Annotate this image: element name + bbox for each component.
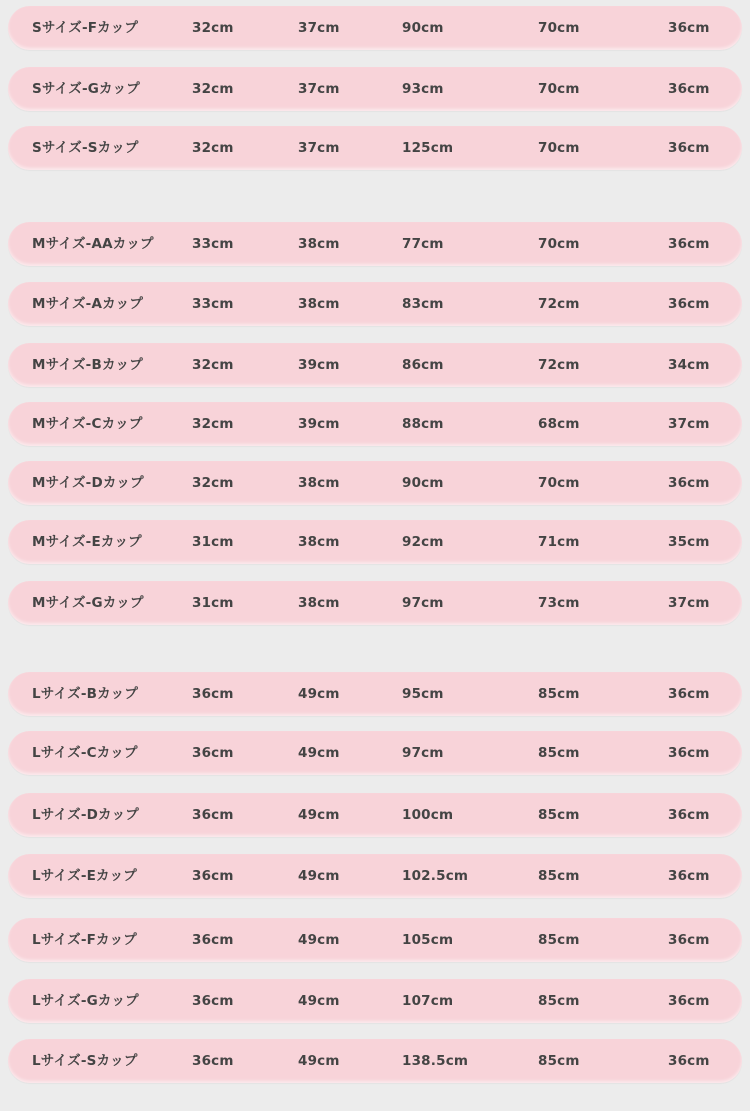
measurement-1: 36cm bbox=[192, 807, 234, 823]
measurement-4: 85cm bbox=[538, 932, 580, 948]
measurement-5: 34cm bbox=[668, 357, 710, 373]
size-row bbox=[8, 854, 742, 898]
measurement-4: 85cm bbox=[538, 868, 580, 884]
measurement-2: 49cm bbox=[298, 932, 340, 948]
measurement-1: 32cm bbox=[192, 140, 234, 156]
measurement-5: 36cm bbox=[668, 686, 710, 702]
measurement-4: 70cm bbox=[538, 475, 580, 491]
size-label: Lサイズ-Cカップ bbox=[32, 745, 138, 761]
measurement-5: 36cm bbox=[668, 475, 710, 491]
measurement-4: 85cm bbox=[538, 1053, 580, 1069]
size-row bbox=[8, 793, 742, 837]
size-row bbox=[8, 402, 742, 446]
measurement-1: 36cm bbox=[192, 745, 234, 761]
size-row bbox=[8, 343, 742, 387]
size-row bbox=[8, 918, 742, 962]
measurement-2: 38cm bbox=[298, 534, 340, 550]
size-label: Lサイズ-Gカップ bbox=[32, 993, 139, 1009]
size-label: Mサイズ-Aカップ bbox=[32, 296, 144, 312]
measurement-1: 33cm bbox=[192, 296, 234, 312]
size-row bbox=[8, 6, 742, 50]
measurement-3: 88cm bbox=[402, 416, 444, 432]
size-label: Mサイズ-Bカップ bbox=[32, 357, 143, 373]
size-label: Mサイズ-Dカップ bbox=[32, 475, 144, 491]
measurement-5: 36cm bbox=[668, 296, 710, 312]
measurement-3: 77cm bbox=[402, 236, 444, 252]
measurement-5: 36cm bbox=[668, 81, 710, 97]
measurement-2: 49cm bbox=[298, 1053, 340, 1069]
size-label: Lサイズ-Dカップ bbox=[32, 807, 139, 823]
measurement-5: 36cm bbox=[668, 236, 710, 252]
measurement-2: 37cm bbox=[298, 140, 340, 156]
measurement-3: 97cm bbox=[402, 595, 444, 611]
size-label: Mサイズ-Eカップ bbox=[32, 534, 142, 550]
size-row bbox=[8, 67, 742, 111]
measurement-3: 138.5cm bbox=[402, 1053, 469, 1069]
measurement-1: 36cm bbox=[192, 993, 234, 1009]
measurement-3: 86cm bbox=[402, 357, 444, 373]
measurement-1: 32cm bbox=[192, 416, 234, 432]
measurement-4: 70cm bbox=[538, 20, 580, 36]
size-label: Mサイズ-Cカップ bbox=[32, 416, 143, 432]
measurement-1: 36cm bbox=[192, 1053, 234, 1069]
measurement-2: 49cm bbox=[298, 993, 340, 1009]
measurement-3: 107cm bbox=[402, 993, 454, 1009]
size-label: Lサイズ-Bカップ bbox=[32, 686, 139, 702]
measurement-2: 38cm bbox=[298, 296, 340, 312]
measurement-1: 32cm bbox=[192, 81, 234, 97]
size-row bbox=[8, 581, 742, 625]
measurement-2: 39cm bbox=[298, 357, 340, 373]
measurement-2: 37cm bbox=[298, 20, 340, 36]
measurement-3: 125cm bbox=[402, 140, 454, 156]
measurement-5: 36cm bbox=[668, 1053, 710, 1069]
measurement-3: 105cm bbox=[402, 932, 454, 948]
size-label: Sサイズ-Gカップ bbox=[32, 81, 140, 97]
size-row bbox=[8, 461, 742, 505]
measurement-5: 36cm bbox=[668, 993, 710, 1009]
measurement-1: 32cm bbox=[192, 357, 234, 373]
measurement-5: 36cm bbox=[668, 745, 710, 761]
measurement-3: 102.5cm bbox=[402, 868, 469, 884]
size-row bbox=[8, 1039, 742, 1083]
measurement-4: 70cm bbox=[538, 81, 580, 97]
measurement-5: 37cm bbox=[668, 416, 710, 432]
size-label: Sサイズ-Fカップ bbox=[32, 20, 139, 36]
measurement-4: 70cm bbox=[538, 236, 580, 252]
measurement-4: 71cm bbox=[538, 534, 580, 550]
measurement-2: 49cm bbox=[298, 745, 340, 761]
measurement-1: 32cm bbox=[192, 475, 234, 491]
measurement-5: 36cm bbox=[668, 868, 710, 884]
measurement-4: 85cm bbox=[538, 686, 580, 702]
measurement-3: 97cm bbox=[402, 745, 444, 761]
measurement-1: 31cm bbox=[192, 534, 234, 550]
measurement-1: 31cm bbox=[192, 595, 234, 611]
measurement-3: 93cm bbox=[402, 81, 444, 97]
measurement-4: 72cm bbox=[538, 296, 580, 312]
size-label: Lサイズ-Fカップ bbox=[32, 932, 138, 948]
measurement-2: 49cm bbox=[298, 686, 340, 702]
measurement-3: 83cm bbox=[402, 296, 444, 312]
size-row bbox=[8, 672, 742, 716]
measurement-4: 73cm bbox=[538, 595, 580, 611]
measurement-2: 38cm bbox=[298, 236, 340, 252]
measurement-3: 100cm bbox=[402, 807, 454, 823]
size-label: Sサイズ-Sカップ bbox=[32, 140, 139, 156]
size-row bbox=[8, 731, 742, 775]
measurement-2: 49cm bbox=[298, 807, 340, 823]
size-row bbox=[8, 222, 742, 266]
measurement-5: 35cm bbox=[668, 534, 710, 550]
size-label: Lサイズ-Eカップ bbox=[32, 868, 138, 884]
measurement-4: 85cm bbox=[538, 807, 580, 823]
size-row bbox=[8, 979, 742, 1023]
measurement-2: 38cm bbox=[298, 595, 340, 611]
measurement-2: 37cm bbox=[298, 81, 340, 97]
measurement-1: 36cm bbox=[192, 868, 234, 884]
size-row bbox=[8, 282, 742, 326]
measurement-3: 92cm bbox=[402, 534, 444, 550]
size-row bbox=[8, 520, 742, 564]
measurement-1: 36cm bbox=[192, 686, 234, 702]
size-label: Mサイズ-Gカップ bbox=[32, 595, 144, 611]
measurement-3: 90cm bbox=[402, 20, 444, 36]
measurement-5: 36cm bbox=[668, 20, 710, 36]
measurement-1: 36cm bbox=[192, 932, 234, 948]
measurement-4: 85cm bbox=[538, 745, 580, 761]
measurement-5: 36cm bbox=[668, 807, 710, 823]
size-label: Mサイズ-AAカップ bbox=[32, 236, 154, 252]
size-label: Lサイズ-Sカップ bbox=[32, 1053, 138, 1069]
measurement-1: 33cm bbox=[192, 236, 234, 252]
measurement-1: 32cm bbox=[192, 20, 234, 36]
measurement-4: 72cm bbox=[538, 357, 580, 373]
measurement-5: 36cm bbox=[668, 140, 710, 156]
measurement-2: 38cm bbox=[298, 475, 340, 491]
measurement-5: 36cm bbox=[668, 932, 710, 948]
size-row bbox=[8, 126, 742, 170]
measurement-2: 39cm bbox=[298, 416, 340, 432]
measurement-5: 37cm bbox=[668, 595, 710, 611]
measurement-3: 95cm bbox=[402, 686, 444, 702]
measurement-4: 85cm bbox=[538, 993, 580, 1009]
measurement-2: 49cm bbox=[298, 868, 340, 884]
measurement-4: 70cm bbox=[538, 140, 580, 156]
measurement-4: 68cm bbox=[538, 416, 580, 432]
measurement-3: 90cm bbox=[402, 475, 444, 491]
